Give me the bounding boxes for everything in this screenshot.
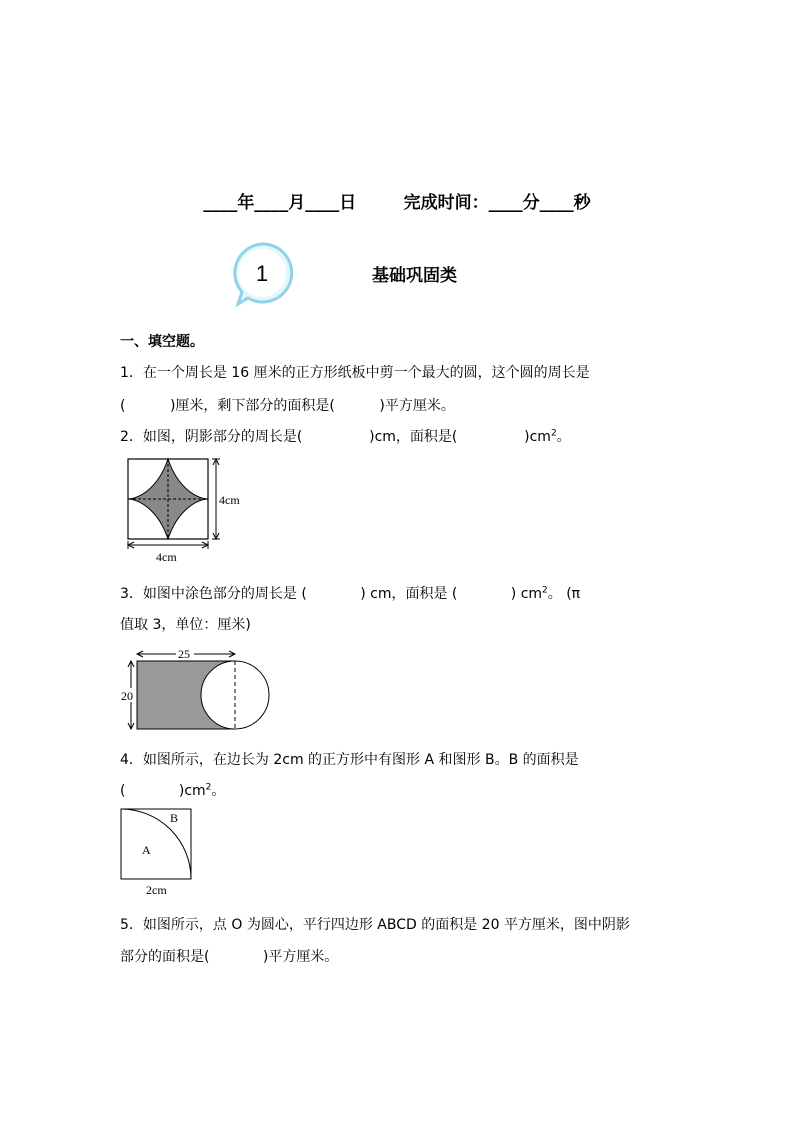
question-4-end: 。 [211,783,226,799]
part-heading: 一、填空题。 [120,334,204,350]
question-3-text: 3．如图中涂色部分的周长是 ( ) cm，面积是 ( ) cm [120,586,543,602]
badge-number: 1 [255,261,269,286]
question-4-line-2 [120,780,225,800]
question-3-line-2: 值取 3，单位：厘米) [120,617,251,633]
figure-square-star [122,455,254,565]
width-label: 25 [178,647,190,661]
label-a: A [142,843,151,857]
question-1-line-2: ( )厘米，剩下部分的面积是( )平方厘米。 [120,398,455,414]
question-3-end: 。 (π [547,586,581,602]
question-2-end: 。 [556,429,571,445]
figure-rectangle-circle [118,646,278,734]
superscript: 2 [550,428,557,439]
figure-quarter-circle [118,806,198,898]
question-5-line-2: 部分的面积是( )平方厘米。 [120,949,339,965]
date-time-line: ____年____月____日 完成时间：____分____秒 [203,193,591,213]
question-4-text: ( )cm [120,783,206,799]
speech-bubble-badge [228,240,296,308]
question-2-text: 2．如图，阴影部分的周长是( )cm，面积是( )cm [120,429,551,445]
section-title: 基础巩固类 [372,266,457,286]
question-4-line-1: 4．如图所示，在边长为 2cm 的正方形中有图形 A 和图形 B。B 的面积是 [120,752,579,768]
question-1-line-1: 1．在一个周长是 16 厘米的正方形纸板中剪一个最大的圆，这个圆的周长是 [120,365,590,381]
label-b: B [170,811,179,825]
question-2-line [120,426,571,446]
superscript: 2 [205,782,212,793]
bottom-label: 4cm [156,550,177,564]
bottom-label: 2cm [146,883,167,897]
side-label: 4cm [219,493,240,507]
height-label: 20 [121,689,133,703]
superscript: 2 [542,585,548,596]
question-5-line-1: 5．如图所示，点 O 为圆心，平行四边形 ABCD 的面积是 20 平方厘米，图中阴影 [120,917,630,933]
question-3-line-1 [120,583,580,603]
